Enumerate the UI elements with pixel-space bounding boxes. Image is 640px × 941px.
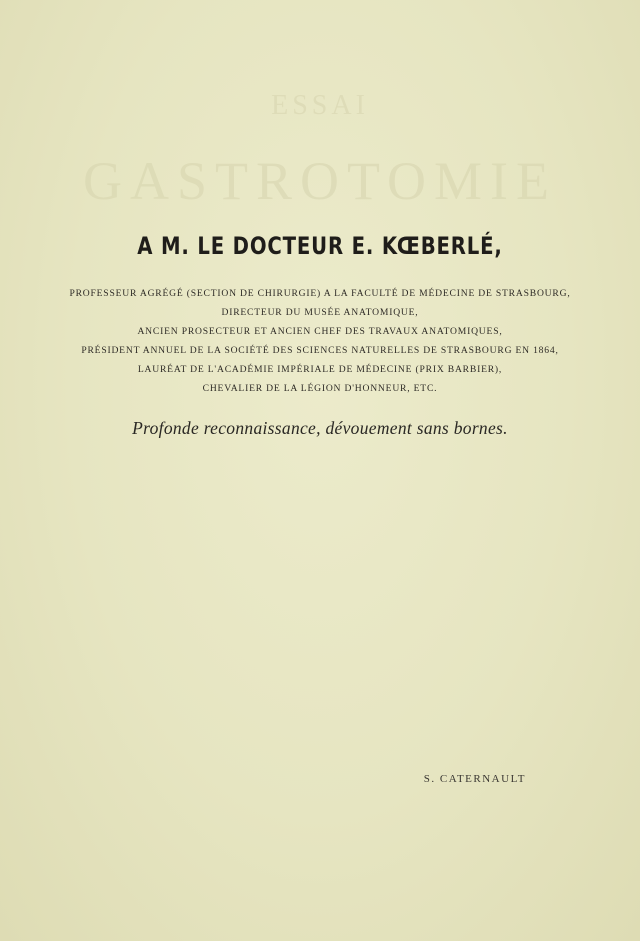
title-line: ANCIEN PROSECTEUR ET ANCIEN CHEF DES TRAVAUX ANATOMIQUES, bbox=[137, 326, 503, 337]
title-line: PROFESSEUR AGRÉGÉ (SECTION DE CHIRURGIE) A LA FACULTÉ DE MÉDECINE DE STRASBOURG, bbox=[69, 288, 571, 299]
show-through-text: GASTROTOMIE bbox=[82, 151, 557, 211]
author-signature: S. CATERNAULT bbox=[423, 773, 526, 785]
title-line: LAURÉAT DE L'ACADÉMIE IMPÉRIALE DE MÉDECINE (PRIX BARBIER), bbox=[137, 364, 503, 375]
title-line: CHEVALIER DE LA LÉGION D'HONNEUR, ETC. bbox=[202, 383, 438, 394]
honorific-titles bbox=[0, 284, 640, 398]
dedication-heading: A M. LE DOCTEUR E. KŒBERLÉ, bbox=[137, 232, 503, 260]
show-through-text: ESSAI bbox=[271, 90, 369, 121]
title-line: DIRECTEUR DU MUSÉE ANATOMIQUE, bbox=[221, 307, 419, 318]
title-line: PRÉSIDENT ANNUEL DE LA SOCIÉTÉ DES SCIENCES NATURELLES DE STRASBOURG EN 1864, bbox=[81, 345, 559, 356]
dedication-text: Profonde reconnaissance, dévouement sans bornes. bbox=[132, 418, 508, 438]
